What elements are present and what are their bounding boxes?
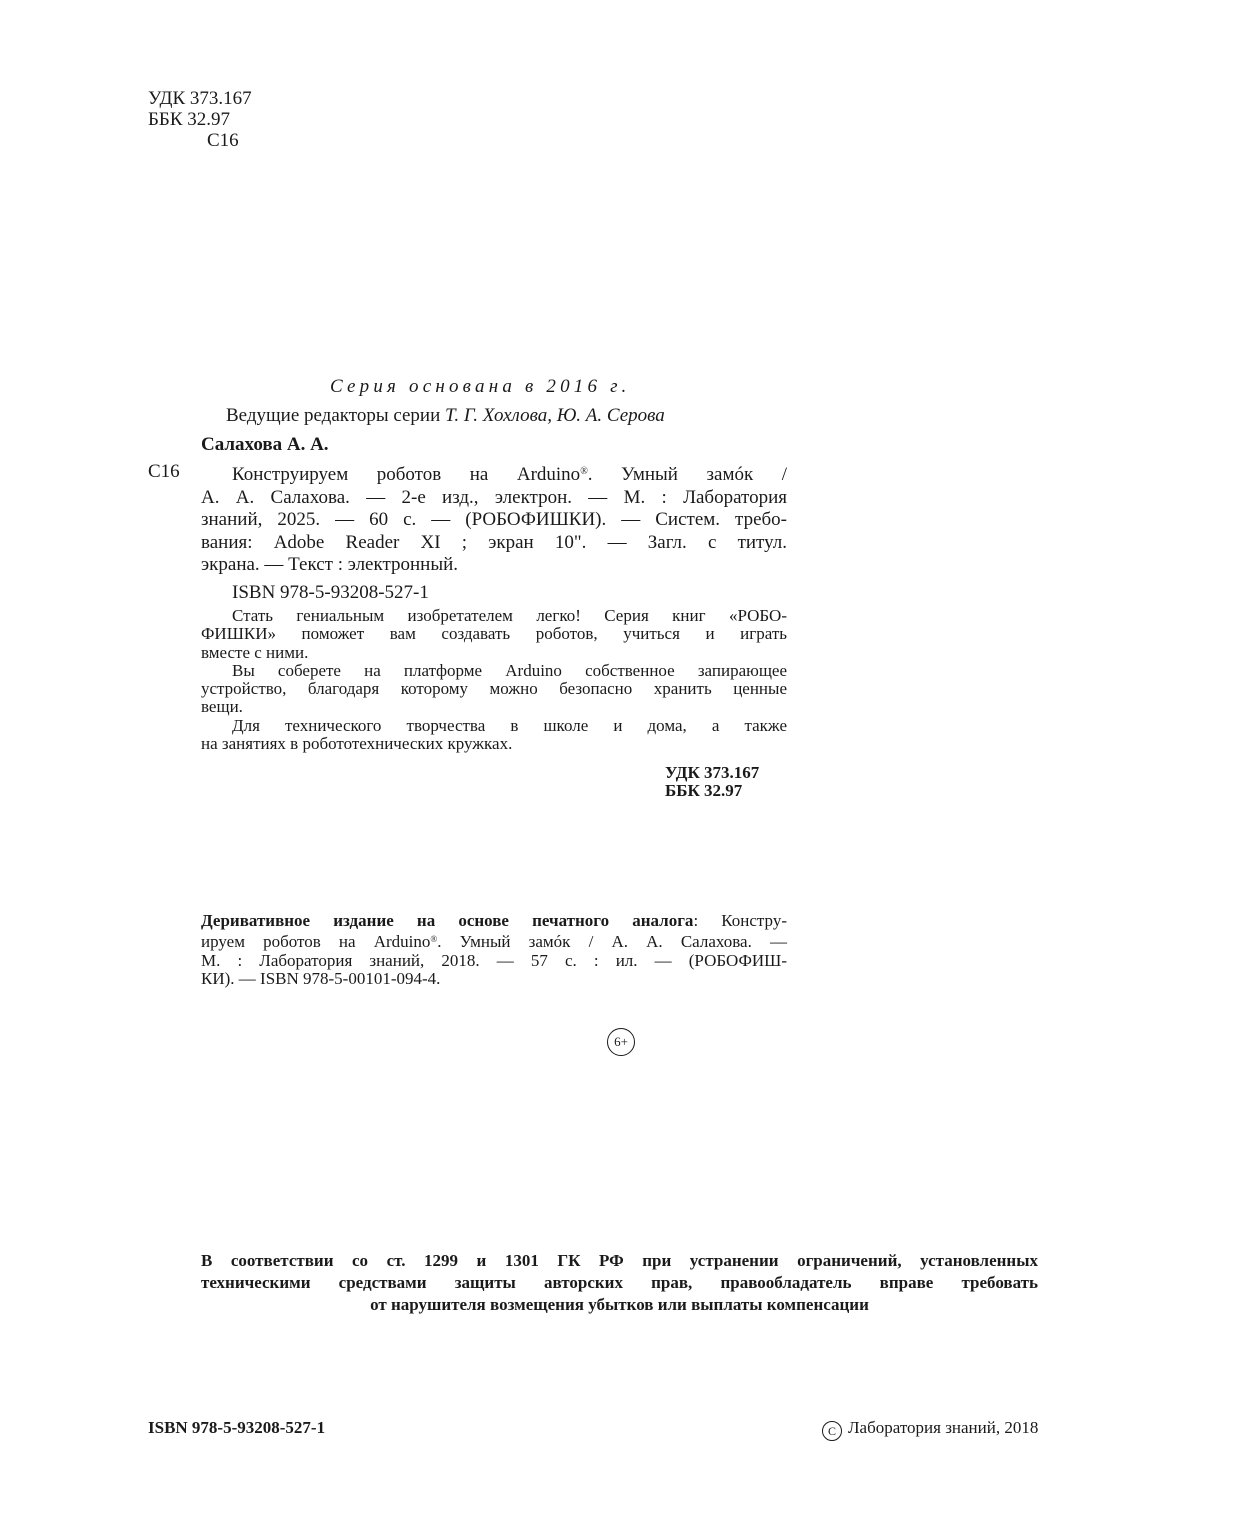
biblio-line-2: А. А. Салахова. — 2-е изд., электрон. — М. : Лаборатория (201, 486, 787, 508)
derivative-line-3: М. : Лаборатория знаний, 2018. — 57 с. : ил. — (РОБОФИШ- (201, 950, 787, 970)
biblio-line-1: Конструируем роботов на Arduino®. Умный замóк / (232, 464, 787, 485)
isbn-line: ISBN 978-5-93208-527-1 (232, 582, 429, 603)
legal-line-3: от нарушителя возмещения убытков или выплаты компенсации (370, 1295, 869, 1314)
annotation-line: Стать гениальным изобретателем легко! Серия книг «РОБО- (232, 606, 787, 625)
derivative-edition-note (201, 912, 787, 988)
legal-notice (201, 1250, 1038, 1316)
series-founded: Серия основана в 2016 г. (330, 376, 631, 397)
biblio-line-5: экрана. — Текст : электронный. (201, 554, 459, 575)
footer-copyright (822, 1418, 1038, 1441)
annotation-line: вещи. (201, 697, 243, 717)
derivative-line-4: КИ). — ISBN 978-5-00101-094-4. (201, 968, 441, 988)
bibliographic-description (201, 461, 787, 577)
annotation-line: Для технического творчества в школе и дома, а также (232, 715, 787, 735)
udk-bbk-header (148, 88, 252, 151)
bbk-code: ББК 32.97 (148, 109, 230, 130)
legal-line-2: техническими средствами защиты авторских прав, правообладатель вправе требовать (201, 1273, 1038, 1292)
age-rating-badge: 6+ (607, 1028, 635, 1056)
series-editors (226, 405, 665, 427)
bbk-code-bold: ББК 32.97 (665, 781, 743, 800)
annotation-line: вместе с ними. (201, 642, 309, 662)
annotation-line: на занятиях в робототехнических кружках. (201, 734, 513, 754)
registered-mark: ® (430, 934, 438, 945)
footer-isbn: ISBN 978-5-93208-527-1 (148, 1418, 326, 1437)
udk-code: УДК 373.167 (148, 88, 252, 109)
annotation-line: ФИШКИ» поможет вам создавать роботов, учиться и играть (201, 624, 787, 644)
legal-line-1: В соответствии со ст. 1299 и 1301 ГК РФ при устранении ограничений, установленных (201, 1251, 1038, 1270)
biblio-line-4: вания: Adobe Reader XI ; экран 10". — Загл. с титул. (201, 531, 787, 553)
series-editors-label: Ведущие редакторы серии (226, 405, 441, 426)
derivative-line-2: ируем роботов на Arduino®. Умный замóк / А. А. Салахова. — (201, 932, 787, 952)
copyright-text: Лаборатория знаний, 2018 (848, 1418, 1039, 1437)
author-heading: Салахова А. А. (201, 434, 329, 455)
annotation (201, 607, 787, 753)
author-code: С16 (148, 461, 180, 482)
series-editors-names: Т. Г. Хохлова, Ю. А. Серова (445, 405, 665, 426)
annotation-line: Вы соберете на платформе Arduino собственное запирающее (232, 660, 787, 680)
copyright-icon: C (822, 1421, 842, 1441)
author-mark: С16 (207, 130, 239, 151)
derivative-line-1: Деривативное издание на основе печатного аналога: Констру- (201, 911, 787, 930)
classification-codes (665, 764, 759, 800)
registered-mark: ® (580, 466, 588, 477)
annotation-line: устройство, благодаря которому можно безопасно хранить ценные (201, 679, 787, 699)
udk-code-bold: УДК 373.167 (665, 763, 760, 782)
biblio-line-3: знаний, 2025. — 60 с. — (РОБОФИШКИ). — Систем. требо- (201, 509, 787, 530)
